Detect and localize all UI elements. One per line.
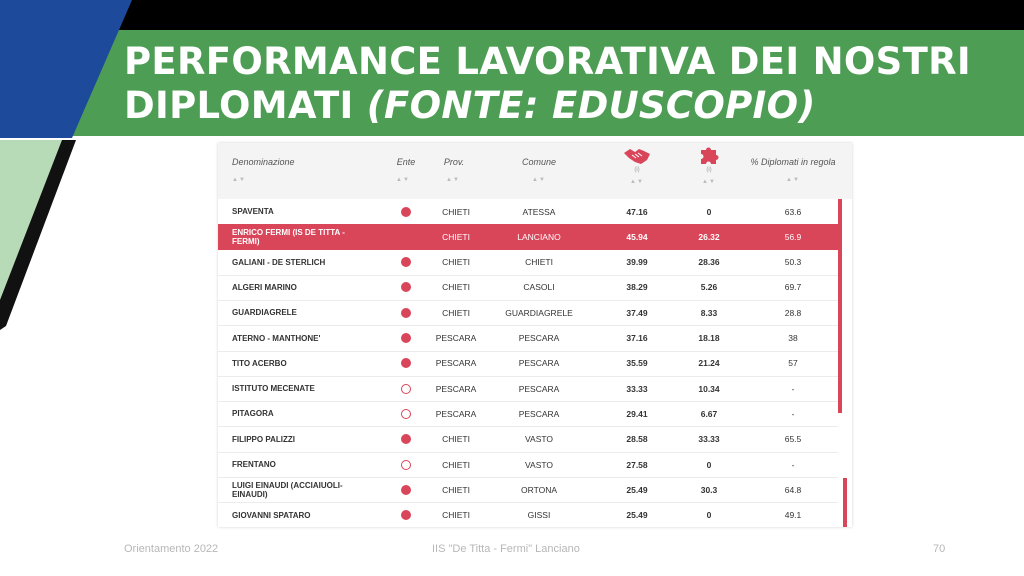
sort-arrows-icon[interactable]: ▲▼ [232, 177, 246, 183]
value-1: 29.41 [626, 408, 648, 419]
value-1: 39.99 [626, 257, 648, 268]
value-1: 47.16 [626, 206, 648, 217]
value-2: 6.67 [700, 408, 718, 419]
header-prov[interactable]: Prov. [443, 157, 465, 167]
pct-regola: 64.8 [784, 484, 802, 495]
pct-regola: 63.6 [784, 206, 802, 217]
ranking-table [218, 143, 852, 527]
ente-dot-icon [401, 384, 411, 394]
sort-arrows-icon[interactable]: ▲▼ [630, 179, 644, 185]
ente-dot-icon [401, 308, 411, 318]
value-1: 33.33 [626, 383, 648, 394]
comune: CHIETI [525, 257, 553, 268]
sort-arrows-icon[interactable]: ▲▼ [446, 177, 460, 183]
comune: ORTONA [520, 484, 558, 495]
school-name[interactable]: FRENTANO [232, 460, 276, 469]
sort-arrows-icon[interactable]: ▲▼ [786, 177, 800, 183]
ente-dot-icon [401, 434, 411, 444]
title-main: PERFORMANCE LAVORATIVA DEI NOSTRI DIPLOMATI [124, 40, 971, 127]
pct-regola: 69.7 [784, 282, 802, 293]
table-row[interactable] [218, 250, 838, 276]
ente-dot-icon [401, 207, 411, 217]
province: CHIETI [442, 459, 470, 470]
info-note[interactable]: (i) [706, 167, 712, 173]
school-name[interactable]: SPAVENTA [232, 207, 274, 216]
scrollbar-thumb[interactable] [843, 478, 847, 527]
value-2: 0 [706, 459, 712, 470]
school-name[interactable]: ENRICO FERMI (IS DE TITTA - FERMI) [232, 227, 345, 246]
province: CHIETI [442, 434, 470, 445]
value-1: 28.58 [626, 434, 648, 445]
value-1: 45.94 [626, 231, 648, 242]
ente-cell [396, 199, 416, 224]
table-row[interactable] [218, 503, 838, 527]
pct-regola: - [791, 408, 795, 419]
value-1: 25.49 [626, 484, 648, 495]
value-1: 27.58 [626, 459, 648, 470]
header-pct[interactable]: % Diplomati in regola [750, 157, 836, 167]
comune: GUARDIAGRELE [505, 307, 573, 318]
ente-cell [396, 401, 416, 426]
value-2: 10.34 [698, 383, 720, 394]
table-row[interactable] [218, 199, 838, 225]
info-note[interactable]: (i) [634, 167, 640, 173]
value-2: 21.24 [698, 358, 720, 369]
puzzle-icon [699, 146, 719, 166]
province: CHIETI [442, 510, 470, 521]
pct-regola: - [791, 459, 795, 470]
pct-regola: 57 [788, 358, 798, 369]
comune: VASTO [524, 459, 554, 470]
school-name[interactable]: ISTITUTO MECENATE [232, 384, 315, 394]
title-source: (FONTE: EDUSCOPIO) [366, 84, 816, 127]
table-header [218, 143, 852, 199]
province: CHIETI [442, 484, 470, 495]
comune: PESCARA [518, 333, 560, 343]
comune: PESCARA [518, 408, 560, 419]
table-row[interactable] [218, 275, 838, 301]
table-row[interactable] [218, 351, 838, 377]
value-1: 35.59 [626, 358, 648, 369]
province: CHIETI [442, 282, 470, 293]
comune: ATESSA [522, 206, 556, 217]
school-name[interactable]: ALGERI MARINO [232, 282, 297, 292]
value-1: 38.29 [626, 282, 648, 293]
ente-cell [396, 300, 416, 325]
ente-cell [396, 224, 416, 249]
comune: GISSI [527, 510, 551, 521]
value-2: 28.36 [698, 257, 720, 268]
ente-dot-icon [401, 409, 411, 419]
school-name[interactable]: PITAGORA [232, 409, 274, 419]
table-row[interactable] [218, 452, 838, 478]
ente-dot-icon [401, 333, 411, 343]
pct-regola: 65.5 [784, 434, 802, 445]
ente-cell [396, 376, 416, 401]
sort-arrows-icon[interactable]: ▲▼ [396, 177, 410, 183]
school-name[interactable]: TITO ACERBO [232, 358, 287, 368]
top-black-band [0, 0, 1024, 30]
ente-dot-icon [401, 358, 411, 368]
province: PESCARA [435, 358, 477, 369]
province: CHIETI [442, 206, 470, 217]
table-row[interactable] [218, 477, 838, 503]
sort-arrows-icon[interactable]: ▲▼ [702, 179, 716, 185]
pct-regola: - [791, 383, 795, 394]
table-row[interactable] [218, 300, 838, 326]
school-name[interactable]: FILIPPO PALIZZI [232, 434, 295, 444]
ente-cell [396, 452, 416, 477]
ente-dot-icon [401, 282, 411, 292]
header-name[interactable]: Denominazione [232, 157, 295, 167]
table-row[interactable] [218, 376, 838, 402]
table-row[interactable] [218, 326, 838, 352]
school-name[interactable]: ATERNO - MANTHONE' [232, 333, 321, 343]
ente-cell [396, 477, 416, 502]
slide-title [124, 40, 1004, 128]
province: CHIETI [442, 231, 470, 242]
value-2: 33.33 [698, 434, 720, 445]
value-2: 18.18 [698, 333, 720, 343]
value-1: 37.16 [626, 333, 648, 343]
ente-cell [396, 351, 416, 376]
comune: VASTO [524, 434, 554, 445]
page-number: 70 [933, 543, 946, 555]
province: PESCARA [435, 408, 477, 419]
school-name[interactable]: GALIANI - DE STERLICH [232, 257, 326, 267]
comune: LANCIANO [517, 231, 561, 242]
province: CHIETI [442, 257, 470, 268]
ente-cell [396, 275, 416, 300]
pct-regola: 50.3 [784, 257, 802, 268]
province: PESCARA [435, 383, 477, 394]
comune: CASOLI [523, 282, 555, 293]
sort-arrows-icon[interactable]: ▲▼ [532, 177, 546, 183]
pct-regola: 49.1 [784, 510, 802, 521]
school-name[interactable]: LUIGI EINAUDI (ACCIAIUOLI-EINAUDI) [232, 480, 343, 499]
value-2: 0 [706, 206, 712, 217]
ente-cell [396, 427, 416, 452]
province: CHIETI [442, 307, 470, 318]
value-2: 30.3 [700, 484, 718, 495]
header-ente[interactable]: Ente [396, 157, 416, 167]
ente-cell [396, 503, 416, 527]
comune: PESCARA [518, 358, 560, 369]
school-name[interactable]: GIOVANNI SPATARO [232, 510, 311, 520]
value-2: 8.33 [700, 307, 718, 318]
ente-cell [396, 250, 416, 275]
pct-regola: 56.9 [784, 231, 802, 242]
province: PESCARA [435, 333, 477, 343]
table-row[interactable] [218, 224, 838, 250]
value-2: 5.26 [700, 282, 718, 293]
value-1: 25.49 [626, 510, 648, 521]
table-row[interactable] [218, 427, 838, 453]
footer-center: IIS "De Titta - Fermi" Lanciano [432, 543, 580, 555]
comune: PESCARA [518, 383, 560, 394]
value-2: 0 [706, 510, 712, 521]
ente-dot-icon [401, 510, 411, 520]
value-2: 26.32 [698, 231, 720, 242]
footer-left: Orientamento 2022 [124, 543, 219, 555]
ente-dot-icon [401, 485, 411, 495]
pct-regola: 28.8 [784, 307, 802, 318]
header-comune[interactable]: Comune [521, 157, 557, 167]
scrollbar[interactable] [838, 199, 842, 413]
ente-cell [396, 326, 416, 351]
ente-dot-icon [401, 257, 411, 267]
handshake-icon [623, 145, 651, 167]
pct-regola: 38 [788, 333, 798, 343]
ente-dot-icon [401, 460, 411, 470]
value-1: 37.49 [626, 307, 648, 318]
school-name[interactable]: GUARDIAGRELE [232, 308, 297, 318]
table-row[interactable] [218, 401, 838, 427]
